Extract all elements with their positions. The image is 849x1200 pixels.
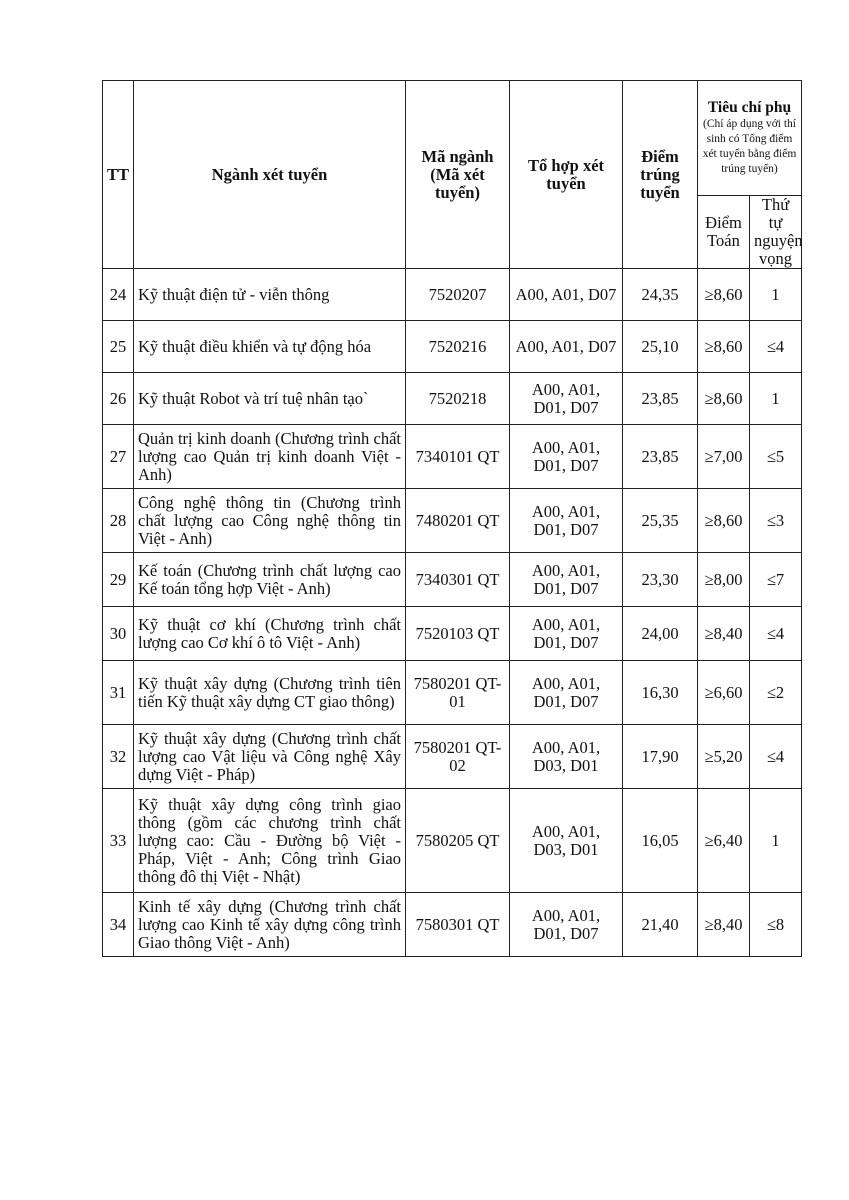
row-major: Kinh tế xây dựng (Chương trình chất lượng cao Kinh tế xây dựng công trình Giao thông Việt - Anh): [134, 893, 406, 957]
row-math-criterion: ≥6,60: [698, 661, 750, 725]
row-preference-order: ≤4: [750, 607, 802, 661]
header-score: Điểm trúng tuyển: [623, 81, 698, 269]
table-body: [103, 269, 802, 957]
header-aux: [698, 81, 802, 196]
header-aux-title: Tiêu chí phụ: [707, 99, 792, 116]
header-math: Điểm Toán: [698, 196, 750, 269]
row-major: Công nghệ thông tin (Chương trình chất lượng cao Công nghệ thông tin Việt - Anh): [134, 489, 406, 553]
row-preference-order: ≤4: [750, 725, 802, 789]
row-math-criterion: ≥8,60: [698, 489, 750, 553]
row-tt: 33: [103, 789, 134, 893]
row-major: Kỹ thuật điện tử - viễn thông: [134, 269, 406, 321]
row-combo: A00, A01, D01, D07: [510, 893, 623, 957]
row-tt: 32: [103, 725, 134, 789]
row-major: Kỹ thuật xây dựng (Chương trình chất lượng cao Vật liệu và Công nghệ Xây dựng Việt - Pháp): [134, 725, 406, 789]
row-preference-order: 1: [750, 789, 802, 893]
header-tt: TT: [103, 81, 134, 269]
row-score: 23,85: [623, 373, 698, 425]
row-preference-order: ≤4: [750, 321, 802, 373]
header-major: Ngành xét tuyển: [134, 81, 406, 269]
row-score: 24,35: [623, 269, 698, 321]
row-major: Quản trị kinh doanh (Chương trình chất lượng cao Quản trị kinh doanh Việt - Anh): [134, 425, 406, 489]
table-row: [103, 789, 802, 893]
row-preference-order: ≤2: [750, 661, 802, 725]
row-math-criterion: ≥8,60: [698, 373, 750, 425]
row-code: 7340101 QT: [406, 425, 510, 489]
row-math-criterion: ≥6,40: [698, 789, 750, 893]
row-tt: 26: [103, 373, 134, 425]
row-preference-order: ≤7: [750, 553, 802, 607]
row-combo: A00, A01, D01, D07: [510, 373, 623, 425]
row-combo: A00, A01, D01, D07: [510, 489, 623, 553]
row-major: Kỹ thuật xây dựng (Chương trình tiên tiến Kỹ thuật xây dựng CT giao thông): [134, 661, 406, 725]
row-score: 17,90: [623, 725, 698, 789]
row-tt: 25: [103, 321, 134, 373]
row-major: Kế toán (Chương trình chất lượng cao Kế toán tổng hợp Việt - Anh): [134, 553, 406, 607]
table-row: [103, 489, 802, 553]
table-row: [103, 269, 802, 321]
row-math-criterion: ≥8,60: [698, 321, 750, 373]
row-code: 7520218: [406, 373, 510, 425]
row-preference-order: ≤5: [750, 425, 802, 489]
row-score: 16,30: [623, 661, 698, 725]
row-math-criterion: ≥7,00: [698, 425, 750, 489]
row-code: 7580201 QT-01: [406, 661, 510, 725]
row-code: 7580301 QT: [406, 893, 510, 957]
header-code: Mã ngành (Mã xét tuyển): [406, 81, 510, 269]
row-math-criterion: ≥8,00: [698, 553, 750, 607]
row-score: 23,85: [623, 425, 698, 489]
row-score: 16,05: [623, 789, 698, 893]
row-code: 7520216: [406, 321, 510, 373]
row-tt: 30: [103, 607, 134, 661]
row-code: 7520103 QT: [406, 607, 510, 661]
admissions-table: [102, 80, 802, 957]
row-combo: A00, A01, D03, D01: [510, 725, 623, 789]
row-score: 24,00: [623, 607, 698, 661]
row-math-criterion: ≥8,40: [698, 607, 750, 661]
table-row: [103, 373, 802, 425]
row-code: 7580205 QT: [406, 789, 510, 893]
row-major: Kỹ thuật cơ khí (Chương trình chất lượng cao Cơ khí ô tô Việt - Anh): [134, 607, 406, 661]
table-row: [103, 607, 802, 661]
row-math-criterion: ≥8,40: [698, 893, 750, 957]
row-score: 21,40: [623, 893, 698, 957]
header-combo: Tổ hợp xét tuyển: [510, 81, 623, 269]
row-code: 7580201 QT-02: [406, 725, 510, 789]
row-tt: 27: [103, 425, 134, 489]
header-aux-note: (Chỉ áp dụng với thí sinh có Tổng điểm xét tuyển bằng điểm trúng tuyển): [702, 118, 797, 175]
row-tt: 28: [103, 489, 134, 553]
table-row: [103, 725, 802, 789]
row-score: 25,10: [623, 321, 698, 373]
table-header: [103, 81, 802, 269]
row-combo: A00, A01, D01, D07: [510, 425, 623, 489]
row-tt: 34: [103, 893, 134, 957]
row-tt: 24: [103, 269, 134, 321]
row-preference-order: ≤8: [750, 893, 802, 957]
row-combo: A00, A01, D01, D07: [510, 607, 623, 661]
row-math-criterion: ≥8,60: [698, 269, 750, 321]
header-pref: Thứ tự nguyện vọng: [750, 196, 802, 269]
row-preference-order: 1: [750, 373, 802, 425]
row-combo: A00, A01, D01, D07: [510, 553, 623, 607]
row-math-criterion: ≥5,20: [698, 725, 750, 789]
row-combo: A00, A01, D07: [510, 321, 623, 373]
row-major: Kỹ thuật xây dựng công trình giao thông (gồm các chương trình chất lượng cao: Cầu - Đường bộ Việt - Pháp, Việt - Anh; Công trình Giao thông đô thị Việt - Nhật): [134, 789, 406, 893]
row-preference-order: 1: [750, 269, 802, 321]
table-row: [103, 553, 802, 607]
table-row: [103, 425, 802, 489]
row-tt: 29: [103, 553, 134, 607]
row-preference-order: ≤3: [750, 489, 802, 553]
row-combo: A00, A01, D01, D07: [510, 661, 623, 725]
table-row: [103, 661, 802, 725]
row-code: 7520207: [406, 269, 510, 321]
row-code: 7340301 QT: [406, 553, 510, 607]
row-combo: A00, A01, D07: [510, 269, 623, 321]
table-row: [103, 893, 802, 957]
row-tt: 31: [103, 661, 134, 725]
table-row: [103, 321, 802, 373]
row-major: Kỹ thuật Robot và trí tuệ nhân tạo`: [134, 373, 406, 425]
row-code: 7480201 QT: [406, 489, 510, 553]
row-score: 23,30: [623, 553, 698, 607]
row-score: 25,35: [623, 489, 698, 553]
row-combo: A00, A01, D03, D01: [510, 789, 623, 893]
row-major: Kỹ thuật điều khiển và tự động hóa: [134, 321, 406, 373]
